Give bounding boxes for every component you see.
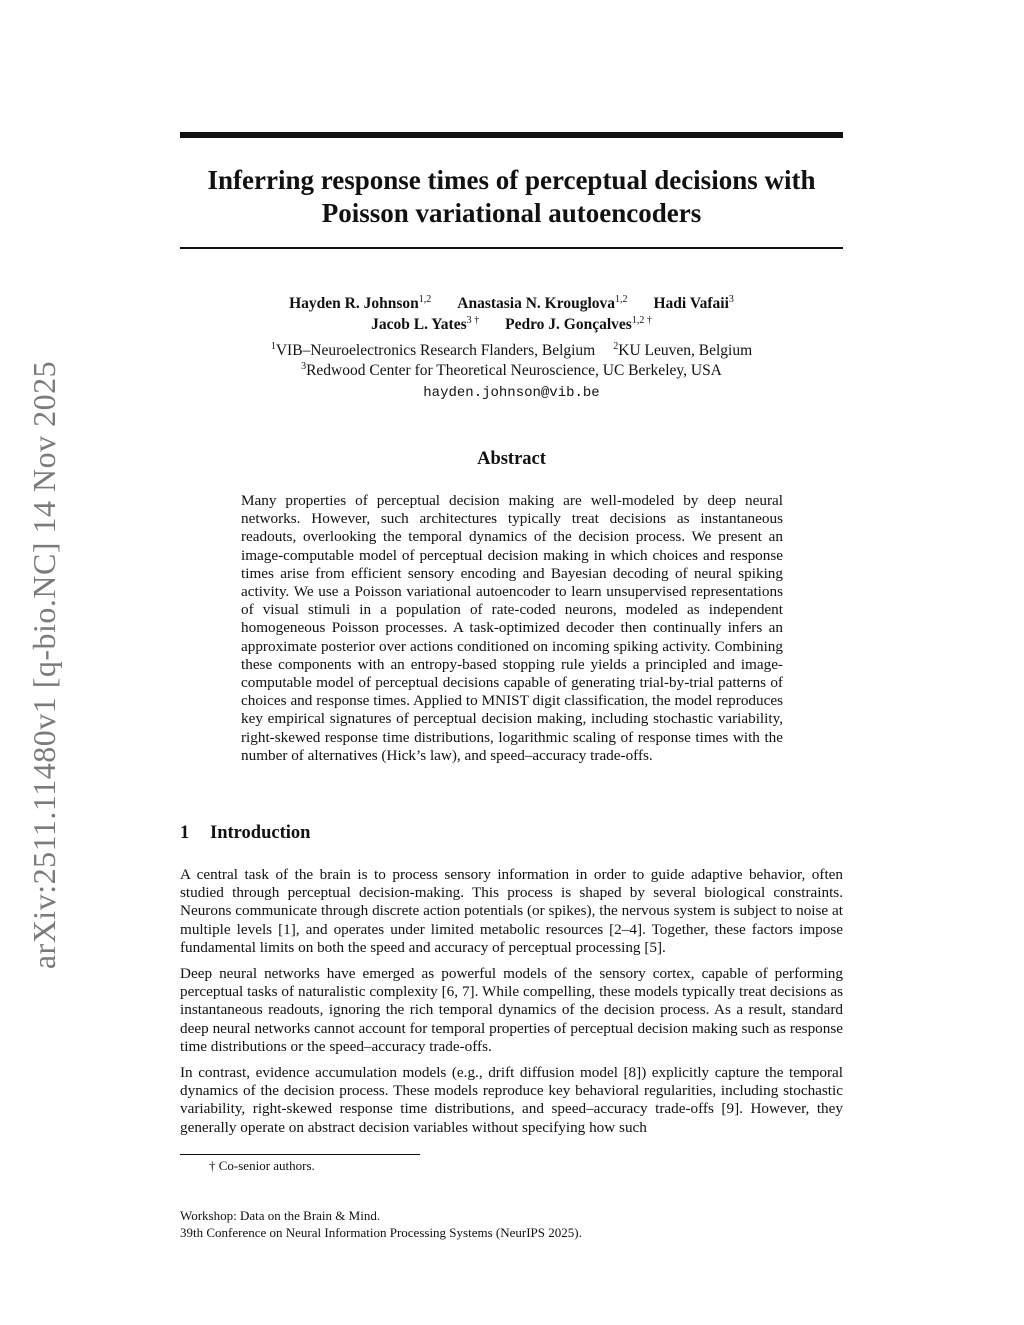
- affiliation-text: VIB–Neuroelectronics Research Flanders, Belgium: [275, 342, 596, 359]
- affiliation-list: [180, 341, 843, 381]
- author-affiliation-mark: 3 †: [466, 315, 480, 326]
- paper-title: [180, 164, 843, 230]
- author-affiliation-mark: 1,2: [418, 294, 432, 305]
- author-affiliation-mark: 3: [728, 294, 734, 305]
- author: [457, 293, 627, 314]
- arxiv-identifier: arXiv:2511.11480v1 [q-bio.NC] 14 Nov 2025: [26, 360, 62, 970]
- section-title: Introduction: [210, 823, 311, 843]
- title-rule-bottom: [180, 247, 843, 249]
- section-number: 1: [180, 823, 190, 843]
- affiliation-line-1: [180, 341, 843, 361]
- abstract-text: Many properties of perceptual decision making are well-modeled by deep neural networks. However, such architectures typically treat decisions as instantaneous readouts, overlooking the temporal dynamics of the decision process. We present an image-computable model of perceptual decision making in which choices and response times arise from efficient sensory encoding and Bayesian decoding of neural spiking activity. We use a Poisson variational autoencoder to learn unsupervised representations of visual stimuli in a population of rate-coded neurons, modeled as independent homogeneous Poisson processes. A task-optimized decoder then continually infers an approximate posterior over actions conditioned on incoming spiking activity. Combining these components with an entropy-based stopping rule yields a principled and image-computable model of perceptual decisions capable of generating trial-by-trial patterns of choices and response times. Applied to MNIST digit classification, the model reproduces key empirical signatures of perceptual decision making, including stochastic variability, right-skewed response time distributions, logarithmic scaling of response times with the number of alternatives (Hick’s law), and speed–accuracy trade-offs.: [241, 492, 783, 764]
- affiliation-text: KU Leuven, Belgium: [618, 342, 753, 359]
- venue-line-1: Workshop: Data on the Brain & Mind.: [180, 1208, 381, 1223]
- abstract-heading: Abstract: [477, 449, 546, 469]
- author-affiliation-mark: 1,2 †: [631, 315, 652, 326]
- author-name: Jacob L. Yates: [371, 316, 467, 333]
- author-affiliation-mark: 1,2: [615, 294, 628, 305]
- affiliation: [301, 361, 722, 381]
- footnote-rule: [180, 1154, 420, 1155]
- author: [505, 314, 652, 335]
- paragraph: Deep neural networks have emerged as powerful models of the sensory cortex, capable of performing perceptual tasks of naturalistic complexity [6, 7]. While compelling, these models typically treat decisions as instantaneous readouts, ignoring the rich temporal dynamics of the decision process. As a result, standard deep neural networks cannot account for temporal properties of perceptual decision making such as response time distributions or the speed–accuracy trade-offs.: [180, 965, 843, 1055]
- author-name: Hadi Vafaii: [653, 295, 729, 312]
- affiliation: [271, 341, 595, 361]
- author: [371, 314, 479, 335]
- title-line-1: Inferring response times of perceptual decisions with: [207, 165, 816, 195]
- section-heading: [180, 823, 310, 844]
- venue-note: [180, 1208, 582, 1241]
- author-line-2: [180, 314, 843, 335]
- contact-email: hayden.johnson@vib.be: [423, 385, 600, 401]
- author-name: Hayden R. Johnson: [289, 295, 419, 312]
- author-list: [180, 293, 843, 335]
- author: [289, 293, 431, 314]
- title-rule-top: [180, 132, 843, 138]
- footnote: † Co-senior authors.: [209, 1158, 315, 1173]
- paragraph: A central task of the brain is to process sensory information in order to guide adaptive behavior, often studied through perceptual decision-making. This process is shaped by several biological constraints. Neurons communicate through discrete action potentials (or spikes), the nervous system is subject to noise at multiple levels [1], and operates under limited metabolic resources [2–4]. Together, these factors impose fundamental limits on both the speed and accuracy of perceptual processing [5].: [180, 866, 843, 956]
- introduction-body: [180, 866, 843, 1145]
- paragraph: In contrast, evidence accumulation models (e.g., drift diffusion model [8]) explicitly capture the temporal dynamics of the decision process. These models reproduce key behavioral regularities, including stochastic variability, right-skewed response time distributions, and speed–accuracy trade-offs [9]. However, they generally operate on abstract decision variables without specifying how such: [180, 1064, 843, 1136]
- affiliation: [613, 341, 752, 361]
- affiliation-text: Redwood Center for Theoretical Neuroscience, UC Berkeley, USA: [306, 362, 722, 379]
- affiliation-mark: 3: [301, 361, 307, 372]
- affiliation-line-2: [180, 361, 843, 381]
- venue-line-2: 39th Conference on Neural Information Processing Systems (NeurIPS 2025).: [180, 1224, 582, 1240]
- author-line-1: [180, 293, 843, 314]
- title-line-2: Poisson variational autoencoders: [321, 198, 702, 228]
- affiliation-mark: 1: [270, 341, 276, 352]
- affiliation-mark: 2: [613, 341, 619, 352]
- author-name: Anastasia N. Krouglova: [457, 295, 615, 312]
- author: [654, 293, 734, 314]
- author-name: Pedro J. Gonçalves: [505, 316, 632, 333]
